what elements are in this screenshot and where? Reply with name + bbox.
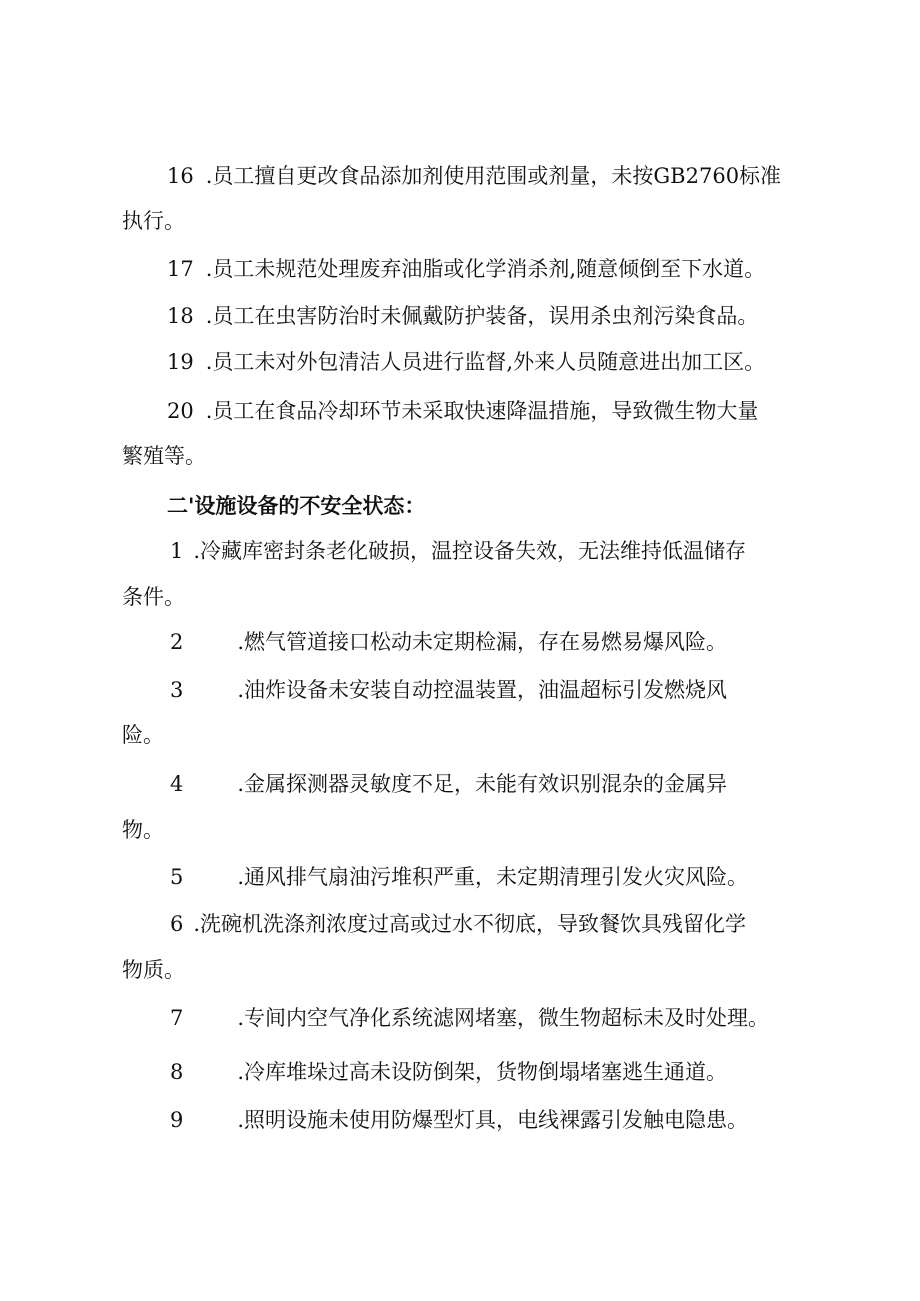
item-text: .员工在食品冷却环节未采取快速降温措施，导致微生物大量: [205, 399, 759, 423]
list-item-2: [170, 627, 727, 657]
item-text: .冷库堆垛过高未设防倒架，货物倒塌堵塞逃生通道。: [237, 1060, 728, 1084]
item-text-continuation: 执行。: [122, 209, 185, 233]
item-number: 3: [170, 678, 184, 702]
item-text: .员工擅自更改食品添加剂使用范围或剂量，未按GB2760标准: [205, 164, 782, 188]
list-item-1: [170, 536, 746, 566]
item-number: 5: [170, 865, 184, 889]
item-text: .通风排气扇油污堆积严重，未定期清理引发火灾风险。: [237, 865, 749, 889]
item-text: .专间内空气净化系统滤网堵塞，微生物超标未及时处理。: [237, 1006, 770, 1030]
list-item-3-continuation: [122, 720, 164, 750]
list-item-4: [170, 769, 727, 799]
item-text: .冷藏库密封条老化破损，温控设备失效，无法维持低温储存: [193, 539, 747, 563]
list-item-17: [167, 254, 765, 284]
list-item-16: [167, 161, 781, 191]
item-number: 9: [170, 1108, 184, 1132]
list-item-1-continuation: [122, 582, 185, 612]
item-text-continuation: 繁殖等。: [122, 444, 206, 468]
item-number: 20: [167, 399, 194, 423]
item-number: 4: [170, 772, 184, 796]
list-item-6: [170, 909, 746, 939]
item-number: 1: [170, 539, 184, 563]
item-text: .油炸设备未安装自动控温装置，油温超标引发燃烧风: [237, 678, 728, 702]
list-item-16-continuation: [122, 206, 185, 236]
item-number: 2: [170, 630, 184, 654]
list-item-5: [170, 862, 748, 892]
item-number: 18: [167, 304, 194, 328]
item-number: 16: [167, 164, 194, 188]
list-item-18: [167, 301, 758, 331]
section-heading: 二'设施设备的不安全状态：: [167, 493, 426, 518]
list-item-20: [167, 396, 758, 426]
item-text: .员工在虫害防治时未佩戴防护装备，误用杀虫剂污染食品。: [205, 304, 759, 328]
list-item-6-continuation: [122, 955, 185, 985]
item-number: 6: [170, 912, 184, 936]
item-number: 19: [167, 350, 194, 374]
item-number: 8: [170, 1060, 184, 1084]
list-item-8: [170, 1057, 727, 1087]
item-number: 17: [167, 257, 194, 281]
list-item-7: [170, 1003, 769, 1033]
item-text-continuation: 物。: [122, 818, 164, 842]
item-text: .照明设施未使用防爆型灯具，电线裸露引发触电隐患。: [237, 1108, 749, 1132]
item-text-continuation: 条件。: [122, 585, 185, 609]
item-text: .燃气管道接口松动未定期检漏，存在易燃易爆风险。: [237, 630, 728, 654]
list-item-9: [170, 1105, 748, 1135]
list-item-20-continuation: [122, 441, 206, 471]
item-text: .洗碗机洗涤剂浓度过高或过水不彻底，导致餐饮具残留化学: [193, 912, 747, 936]
item-text-continuation: 险。: [122, 723, 164, 747]
item-number: 7: [170, 1006, 184, 1030]
item-text: .金属探测器灵敏度不足，未能有效识别混杂的金属异: [237, 772, 728, 796]
item-text-continuation: 物质。: [122, 958, 185, 982]
list-item-4-continuation: [122, 815, 164, 845]
list-item-19: [167, 347, 765, 377]
item-text: .员工未规范处理废弃油脂或化学消杀剂,随意倾倒至下水道。: [205, 257, 766, 281]
item-text: .员工未对外包清洁人员进行监督,外来人员随意进出加工区。: [205, 350, 766, 374]
list-item-3: [170, 675, 727, 705]
